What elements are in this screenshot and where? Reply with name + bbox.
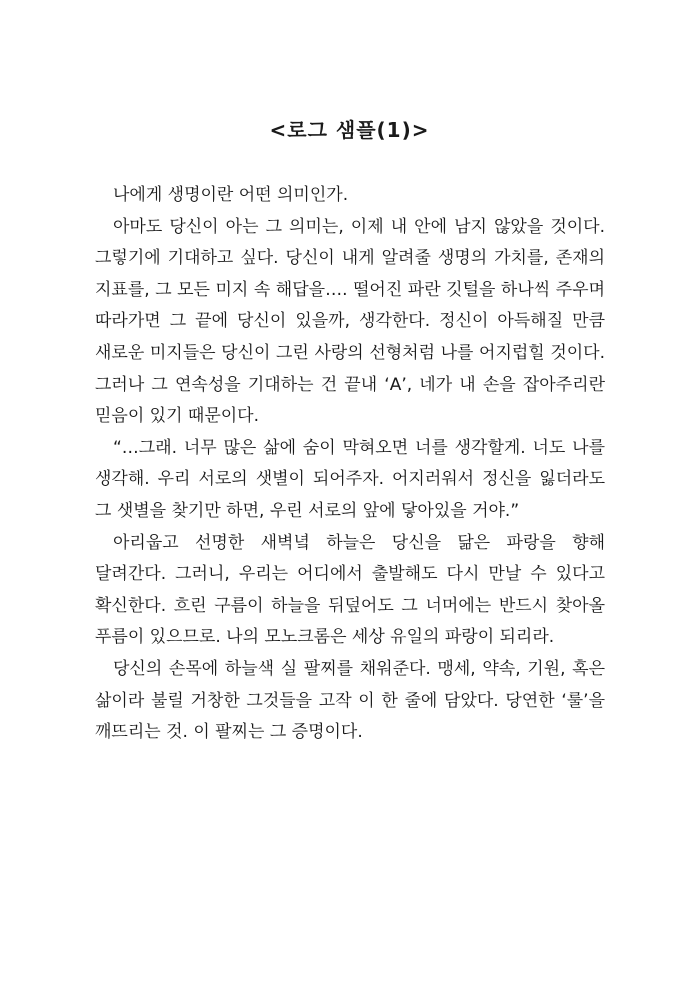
paragraph-2: 아마도 당신이 아는 그 의미는, 이제 내 안에 남지 않았을 것이다. 그렇기에 기대하고 싶다. 당신이 내게 알려줄 생명의 가치를, 존재의 지표를, 그 모든 미지 속 해답을…. 떨어진 파란 깃털을 하나씩 주우며 따라가면 그 끝에 당신이 있을까, 생각한다. 정신이 아득해질 만큼 새로운 미지들은 당신이 그린 사랑의 선형처럼 나를 어지럽힐 것이다. 그러나 그 연속성을 기대하는 건 끝내 ‘A’, 네가 내 손을 잡아주리란 믿음이 있기 때문이다.: [95, 216, 605, 427]
paragraph-1: 나에게 생명이란 어떤 의미인가.: [113, 185, 349, 205]
document-body: [95, 180, 605, 749]
paragraph-4: 아리웁고 선명한 새벽녘 하늘은 당신을 닮은 파랑을 향해 달려간다. 그러니, 우리는 어디에서 출발해도 다시 만날 수 있다고 확신한다. 흐린 구름이 하늘을 뒤덮어도 그 너머에는 반드시 찾아올 푸름이 있으므로. 나의 모노크롬은 세상 유일의 파랑이 되리라.: [95, 532, 605, 648]
document-title: <로그 샘플(1)>: [269, 118, 430, 142]
paragraph-5: 당신의 손목에 하늘색 실 팔찌를 채워준다. 맹세, 약속, 기원, 혹은 삶이라 불릴 거창한 그것들을 고작 이 한 줄에 담았다. 당연한 ‘룰’을 깨뜨리는 것. 이 팔찌는 그 증명이다.: [95, 658, 605, 743]
paragraph-3: “…그래. 너무 많은 삶에 숨이 막혀오면 너를 생각할게. 너도 나를 생각해. 우리 서로의 샛별이 되어주자. 어지러워서 정신을 잃더라도 그 샛별을 찾기만 하면, 우린 서로의 앞에 닿아있을 거야.”: [95, 437, 605, 521]
